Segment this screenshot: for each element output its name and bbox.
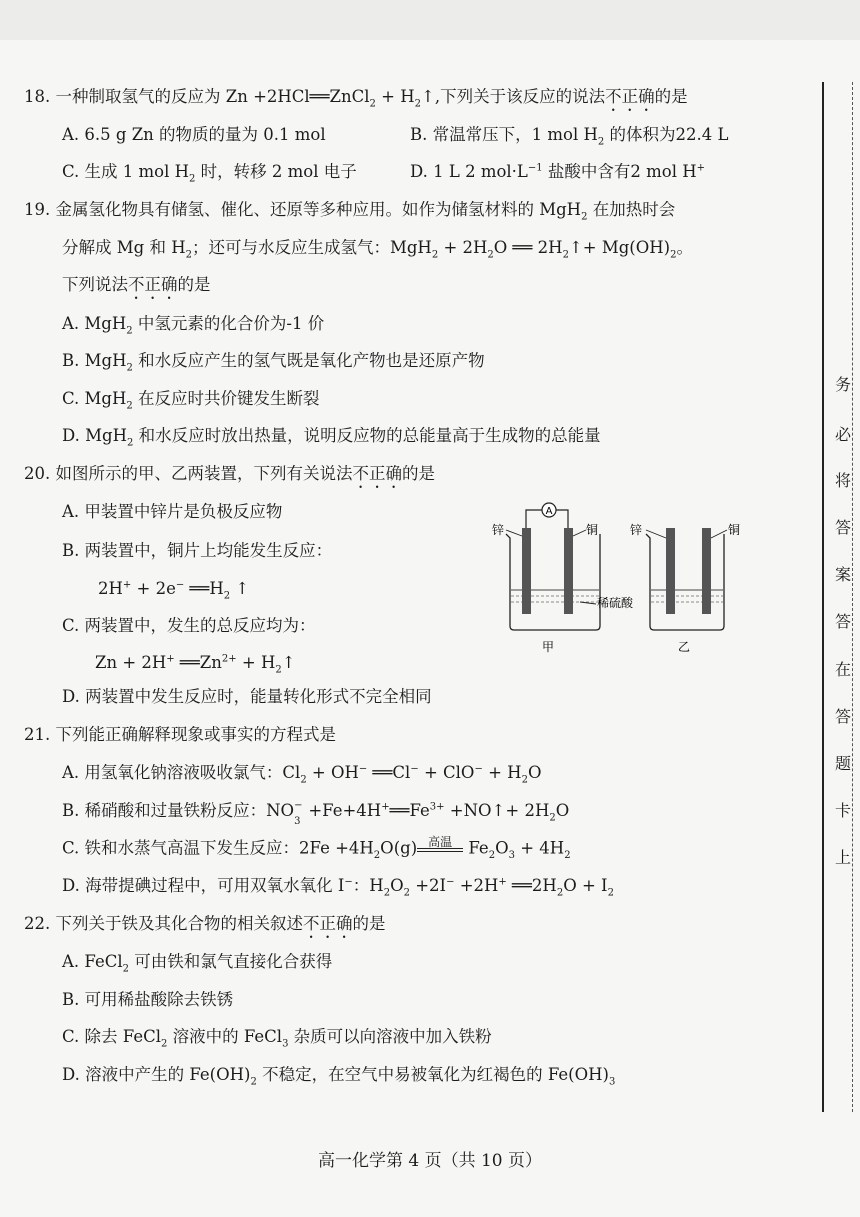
side-notice-char: 答 xyxy=(834,707,851,726)
acid-label: 稀硫酸 xyxy=(597,596,634,610)
q20-option-b-equation: 2H+ + 2e− $══H_2$ ↑ xyxy=(98,579,250,602)
zinc-electrode-jia xyxy=(522,528,531,614)
q21-stem: 21. 下列能正确解释现象或事实的方程式是 xyxy=(24,725,336,744)
q22-option-c: C. 除去 FeCl$_2$ 溶液中的 FeCl$_3$ 杂质可以向溶液中加入铁粉 xyxy=(62,1027,492,1050)
scan-top-band xyxy=(0,0,860,40)
cut-line xyxy=(852,82,853,1112)
margin-rule xyxy=(822,82,824,1112)
side-notice-char: 在 xyxy=(834,660,851,679)
side-notice-char: 必 xyxy=(834,425,851,444)
beaker-jia xyxy=(492,503,634,654)
q19-stem-line3: 下列说法不正确的是 xyxy=(62,275,211,294)
q18-option-b: B. 常温常压下，1 mol $H_2$ 的体积为22.4 L xyxy=(410,125,729,148)
q21-option-c: C. 铁和水蒸气高温下发生反应：$2Fe +4H_2O(g)$ 高温 $Fe_2O_3 + 4H_2$ xyxy=(62,835,571,861)
q18-option-d: D. 1 L 2 $mol\cdot L^{-1}$ 盐酸中含有2 mol H+ xyxy=(410,162,706,181)
q19-stem-line1: 19. 金属氢化物具有储氢、催化、还原等多种应用。如作为储氢材料的 MgH$_2$ 在加热时会 xyxy=(24,200,676,223)
zinc-label-jia: 锌 xyxy=(492,523,505,537)
q20-option-a: A. 甲装置中锌片是负极反应物 xyxy=(62,502,283,521)
side-notice-char: 上 xyxy=(834,848,851,867)
ammeter-label: A xyxy=(545,506,553,517)
q22-option-b: B. 可用稀盐酸除去铁锈 xyxy=(62,990,234,1009)
beaker-yi xyxy=(630,522,740,654)
side-notice-char: 答 xyxy=(834,612,851,631)
q20-option-d: D. 两装置中发生反应时，能量转化形式不完全相同 xyxy=(62,687,432,706)
copper-label-yi: 铜 xyxy=(728,523,741,537)
q20-option-c-equation: Zn + 2H+ $══Zn^{2+}$ + $H_2↑$ xyxy=(95,653,296,676)
high-temp-condition: 高温 xyxy=(417,836,463,862)
jia-label: 甲 xyxy=(541,640,555,654)
q22-option-a: A. FeCl$_2$ 可由铁和氯气直接化合获得 xyxy=(62,952,333,975)
q20-option-c: C. 两装置中，发生的总反应均为： xyxy=(62,616,316,635)
zinc-label-yi: 锌 xyxy=(630,523,643,537)
side-notice-char: 题 xyxy=(834,754,851,773)
side-notice-char: 将 xyxy=(834,471,851,490)
side-notice-char: 答 xyxy=(834,518,851,537)
q18-option-a: A. 6.5 g Zn 的物质的量为 0.1 mol xyxy=(62,125,326,144)
yi-label: 乙 xyxy=(677,640,691,654)
q18-stem: 18. 一种制取氢气的反应为 Zn +2HCl══ZnCl$_2$ + $H_2↑$,下列关于该反应的说法不正确的是 xyxy=(24,87,688,110)
q21-option-b: B. 稀硝酸和过量铁粉反应：NO − 3 $+Fe+4H^+══Fe^{3+}$ +NO↑+ $2H_2O$ xyxy=(62,800,570,827)
q18-option-c: C. 生成 1 mol $H_2$ 时，转移 2 mol 电子 xyxy=(62,162,357,185)
q21-option-a: A. 用氢氧化钠溶液吸收氯气：$Cl_2 + OH^-$ ══Cl− + $ClO^- + H_2O$ xyxy=(62,763,542,786)
q20-option-b: B. 两装置中，铜片上均能发生反应： xyxy=(62,541,333,560)
copper-label-jia: 铜 xyxy=(586,523,599,537)
q19-stem-line2: 分解成 Mg 和 $H_2$；还可与水反应生成氢气：$MgH_2 + 2H_2O$ ══ $2H_2↑+ Mg(OH)_2$。 xyxy=(62,238,693,261)
q22-stem: 22. 下列关于铁及其化合物的相关叙述不正确的是 xyxy=(24,914,386,933)
side-notice-char: 卡 xyxy=(834,801,851,820)
zinc-electrode-yi xyxy=(666,528,675,614)
q19-option-c: C. MgH$_2$ 在反应时共价键发生断裂 xyxy=(62,389,320,412)
q19-option-a: A. MgH$_2$ 中氢元素的化合价为-1 价 xyxy=(62,314,325,337)
q19-option-b: B. MgH$_2$ 和水反应产生的氢气既是氧化产物也是还原产物 xyxy=(62,351,485,374)
side-notice-char: 案 xyxy=(834,565,851,584)
q20-stem: 20. 如图所示的甲、乙两装置，下列有关说法不正确的是 xyxy=(24,464,435,483)
copper-electrode-yi xyxy=(702,528,711,614)
page-footer: 高一化学第 4 页（共 10 页） xyxy=(317,1151,543,1171)
q21-option-d: D. 海带提碘过程中，可用双氧水氧化 I−：$H_2O_2 +2I^- +2H^+$ $══2H_2O + I_2$ xyxy=(62,876,614,899)
side-notice-char: 务 xyxy=(834,375,851,394)
q19-option-d: D. MgH$_2$ 和水反应时放出热量，说明反应物的总能量高于生成物的总能量 xyxy=(62,426,601,449)
q22-option-d: D. 溶液中产生的 $Fe(OH)_2$ 不稳定，在空气中易被氧化为红褐色的 $Fe(OH)_3$ xyxy=(62,1065,616,1088)
galvanic-cell-figure xyxy=(484,494,754,659)
copper-electrode-jia xyxy=(564,528,573,614)
